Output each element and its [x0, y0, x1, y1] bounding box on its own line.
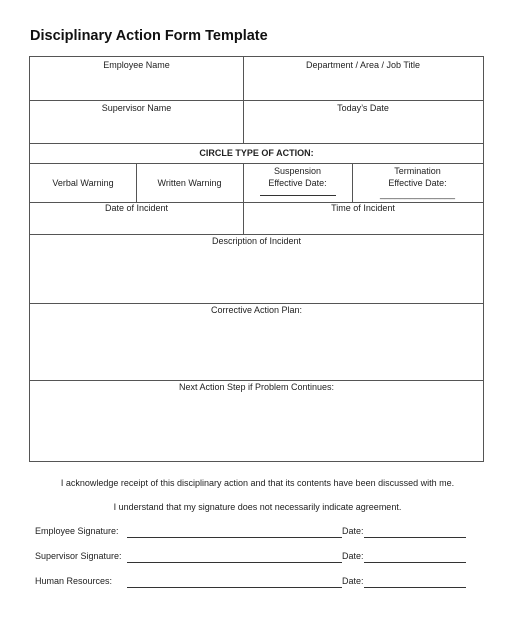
supervisor-name-field[interactable] — [30, 100, 243, 143]
termination-label: Termination — [394, 166, 441, 176]
supervisor-signature-line[interactable] — [127, 562, 342, 563]
date-of-incident-field[interactable] — [30, 202, 243, 234]
description-field[interactable] — [30, 234, 483, 303]
acknowledgement-line-1: I acknowledge receipt of this disciplinary action and that its contents have been discussed with me. — [60, 478, 455, 488]
department-label: Department / Area / Job Title — [305, 60, 421, 70]
verbal-warning-label: Verbal Warning — [52, 178, 114, 188]
time-of-incident-label: Time of Incident — [331, 203, 395, 213]
disciplinary-form-table — [29, 56, 484, 462]
corrective-plan-label: Corrective Action Plan: — [210, 305, 303, 315]
employee-signature-label: Employee Signature: — [35, 526, 119, 536]
supervisor-date-line[interactable] — [364, 562, 466, 563]
next-step-label: Next Action Step if Problem Continues: — [178, 382, 335, 392]
suspension-date-label: Effective Date: — [268, 178, 327, 188]
description-label: Description of Incident — [211, 236, 302, 246]
employee-date-label: Date: — [342, 526, 364, 536]
corrective-plan-field[interactable] — [30, 303, 483, 380]
termination-option[interactable] — [352, 163, 483, 202]
hr-date-line[interactable] — [364, 587, 466, 588]
supervisor-date-label: Date: — [342, 551, 364, 561]
hr-signature-line[interactable] — [127, 587, 342, 588]
termination-date-label: Effective Date: — [388, 178, 447, 188]
employee-name-field[interactable] — [30, 57, 243, 100]
suspension-label: Suspension — [273, 166, 322, 176]
written-warning-label: Written Warning — [157, 178, 222, 188]
hr-signature-label: Human Resources: — [35, 576, 113, 586]
row-divider — [30, 143, 483, 144]
form-title: Disciplinary Action Form Template — [30, 28, 268, 44]
termination-date-blank: _______________ — [379, 189, 456, 199]
employee-date-line[interactable] — [364, 537, 466, 538]
next-step-field[interactable] — [30, 380, 483, 461]
suspension-date-line — [260, 195, 336, 196]
time-of-incident-field[interactable] — [243, 202, 483, 234]
acknowledgement-line-2: I understand that my signature does not necessarily indicate agreement. — [113, 502, 402, 512]
supervisor-signature-label: Supervisor Signature: — [35, 551, 122, 561]
todays-date-label: Today’s Date — [337, 103, 389, 113]
written-warning-option[interactable] — [136, 163, 243, 202]
date-of-incident-label: Date of Incident — [104, 203, 169, 213]
todays-date-field[interactable] — [243, 100, 483, 143]
verbal-warning-option[interactable] — [30, 163, 136, 202]
department-field[interactable] — [243, 57, 483, 100]
circle-type-heading: CIRCLE TYPE OF ACTION: — [199, 148, 314, 158]
supervisor-name-label: Supervisor Name — [101, 103, 172, 113]
hr-date-label: Date: — [342, 576, 364, 586]
employee-signature-line[interactable] — [127, 537, 342, 538]
employee-name-label: Employee Name — [103, 60, 170, 70]
suspension-option[interactable] — [243, 163, 352, 202]
